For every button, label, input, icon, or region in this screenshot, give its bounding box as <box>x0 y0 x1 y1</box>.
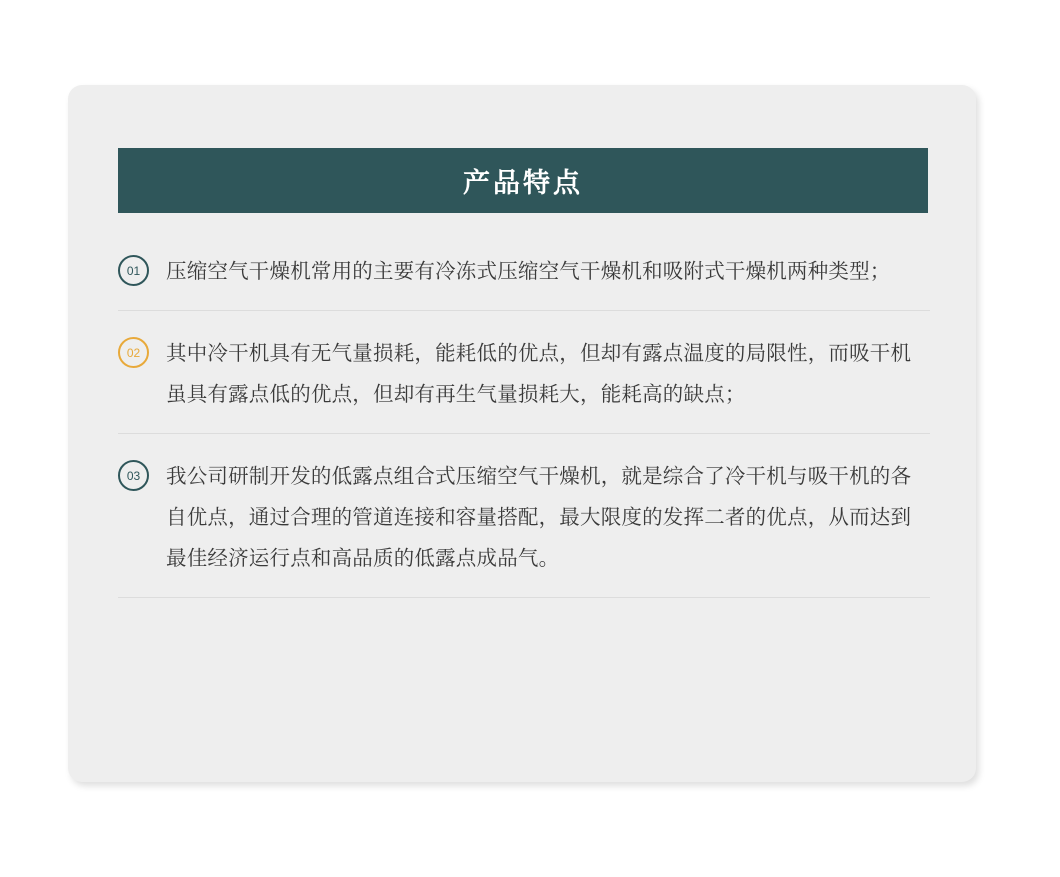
item-number-badge: 02 <box>118 337 149 368</box>
list-item-text: 压缩空气干燥机常用的主要有冷冻式压缩空气干燥机和吸附式干燥机两种类型； <box>166 260 891 283</box>
feature-card <box>68 85 976 782</box>
item-number-badge: 01 <box>118 255 149 286</box>
list-item <box>118 333 930 434</box>
page-title: 产品特点 <box>463 168 583 198</box>
item-number-badge: 03 <box>118 460 149 491</box>
list-item <box>118 456 930 598</box>
list-item <box>118 251 930 311</box>
list-item-text: 其中冷干机具有无气量损耗，能耗低的优点，但却有露点温度的局限性，而吸干机虽具有露点低的优点，但却有再生气量损耗大，能耗高的缺点； <box>166 342 912 406</box>
list-item-text: 我公司研制开发的低露点组合式压缩空气干燥机，就是综合了冷干机与吸干机的各自优点，通过合理的管道连接和容量搭配，最大限度的发挥二者的优点，从而达到最佳经济运行点和高品质的低露点成品气。 <box>166 465 912 570</box>
feature-list <box>118 251 930 598</box>
section-title-bar <box>118 148 928 213</box>
